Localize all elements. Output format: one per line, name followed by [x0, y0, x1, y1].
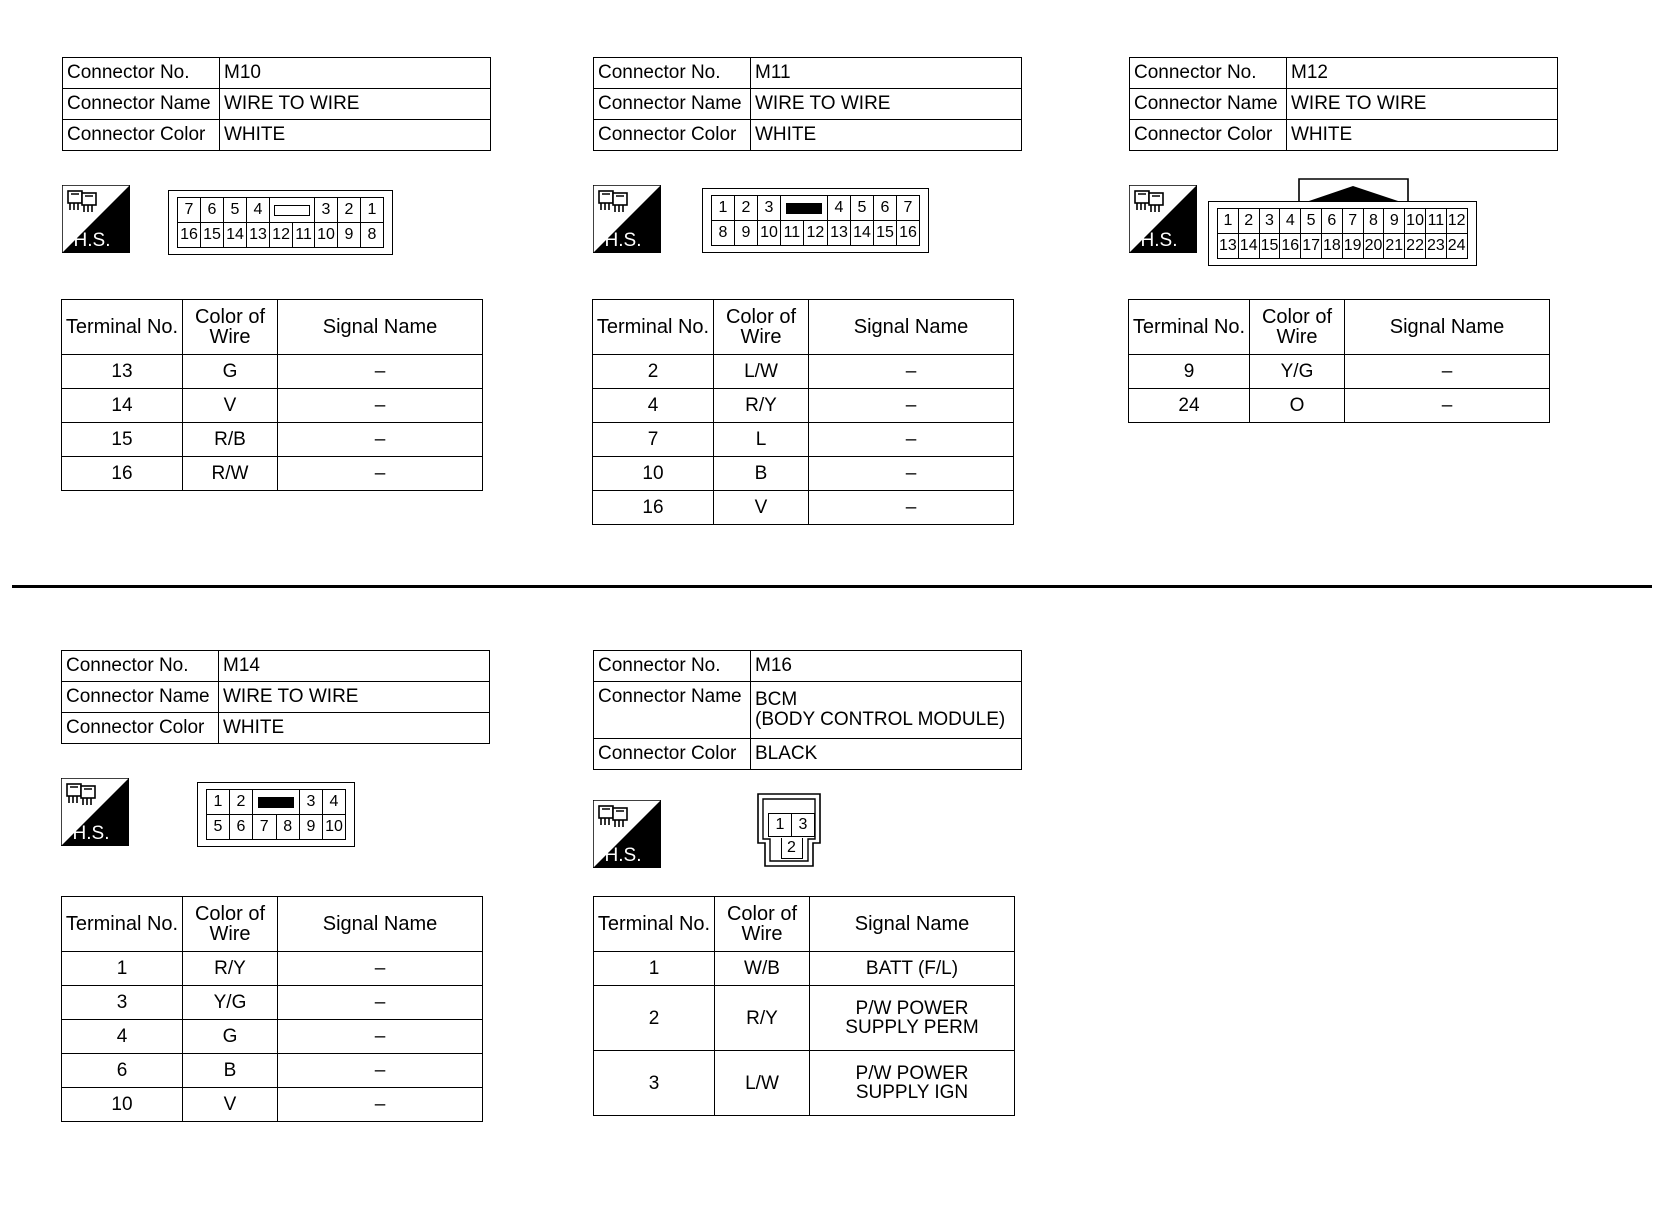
connector-color-label: Connector Color: [62, 713, 219, 744]
wire-cell: L: [714, 423, 809, 457]
wire-cell: L/W: [715, 1051, 810, 1116]
connector-name-label: Connector Name: [63, 89, 220, 120]
connector-name-label: Connector Name: [62, 682, 219, 713]
table-row: [62, 1020, 483, 1054]
connector-face-m10: [168, 190, 393, 255]
connector-color-label: Connector Color: [63, 120, 220, 151]
pin: 6: [874, 196, 897, 221]
pin: 16: [1280, 234, 1301, 259]
table-row: [62, 389, 483, 423]
wire-color-header: Color of Wire: [183, 300, 278, 355]
pin: 12: [803, 221, 827, 246]
signal-name-header: Signal Name: [809, 300, 1014, 355]
signal-cell: –: [809, 457, 1014, 491]
connector-no-value: M10: [220, 58, 491, 89]
signal-line: P/W POWER: [855, 1063, 969, 1084]
table-row: [62, 355, 483, 389]
pin: 1: [361, 198, 384, 223]
connector-no-value: M11: [751, 58, 1022, 89]
signal-cell: –: [809, 355, 1014, 389]
pin: 8: [276, 815, 300, 840]
pin: 11: [781, 221, 804, 246]
connector-no-value: M16: [751, 651, 1022, 682]
pin-grid: [1217, 208, 1468, 259]
connector-housing: [702, 188, 929, 253]
signal-name-header: Signal Name: [810, 897, 1015, 952]
connector-name-value: WIRE TO WIRE: [1287, 89, 1558, 120]
pin: 3: [300, 790, 323, 815]
pin: 16: [178, 223, 201, 248]
terminal-cell: 7: [593, 423, 714, 457]
pin-row-bottom: [769, 837, 815, 860]
terminal-cell: 9: [1129, 355, 1250, 389]
pin: 13: [828, 221, 851, 246]
terminal-cell: 14: [62, 389, 183, 423]
pin: 10: [1405, 209, 1426, 234]
connector-no-label: Connector No.: [62, 651, 219, 682]
terminal-table-m12-wrap: [1128, 299, 1550, 423]
terminal-cell: 10: [62, 1088, 183, 1122]
wire-color-header: Color of Wire: [183, 897, 278, 952]
harness-side-icon: [61, 778, 129, 846]
table-row: [593, 355, 1014, 389]
connector-info-table: [593, 650, 1022, 770]
table-row: [62, 952, 483, 986]
wire-cell: R/Y: [183, 952, 278, 986]
connector-color-value: WHITE: [1287, 120, 1558, 151]
pin: 16: [897, 221, 920, 246]
connector-housing: [168, 190, 393, 255]
terminal-table-m10-wrap: [61, 299, 483, 491]
pin: 5: [851, 196, 874, 221]
pin: 15: [874, 221, 897, 246]
signal-cell: –: [278, 1054, 483, 1088]
pin: 14: [851, 221, 874, 246]
connector-no-value: M14: [219, 651, 490, 682]
wire-cell: V: [183, 1088, 278, 1122]
hs-label: H.S.: [72, 823, 110, 844]
terminal-table: [593, 896, 1015, 1116]
connector-color-value: BLACK: [751, 739, 1022, 770]
terminal-no-header: Terminal No.: [62, 300, 183, 355]
connector-info-table: [593, 57, 1022, 151]
wire-cell: B: [714, 457, 809, 491]
pin: 23: [1425, 234, 1446, 259]
wire-cell: L/W: [714, 355, 809, 389]
table-row: [1129, 389, 1550, 423]
signal-cell: –: [809, 389, 1014, 423]
wire-color-header: Color of Wire: [714, 300, 809, 355]
pin: 8: [361, 223, 384, 248]
connector-name-value: WIRE TO WIRE: [220, 89, 491, 120]
connector-color-label: Connector Color: [1130, 120, 1287, 151]
pin: 12: [270, 223, 293, 248]
signal-name-header: Signal Name: [278, 897, 483, 952]
wire-cell: G: [183, 355, 278, 389]
pin-grid: [177, 197, 384, 248]
pin: 21: [1384, 234, 1405, 259]
pin: 4: [828, 196, 851, 221]
wire-cell: Y/G: [183, 986, 278, 1020]
signal-cell: –: [278, 457, 483, 491]
connector-info-table: [61, 650, 490, 744]
pin: 22: [1405, 234, 1426, 259]
terminal-cell: 3: [62, 986, 183, 1020]
signal-cell: –: [278, 355, 483, 389]
signal-cell: –: [278, 1088, 483, 1122]
terminal-cell: 16: [62, 457, 183, 491]
key-slot-filled: [253, 790, 300, 815]
terminal-no-header: Terminal No.: [594, 897, 715, 952]
connector-name-line2: (BODY CONTROL MODULE): [755, 709, 1006, 730]
table-row: [593, 457, 1014, 491]
harness-side-icon: [593, 185, 661, 253]
wire-cell: W/B: [715, 952, 810, 986]
wire-color-header: Color of Wire: [715, 897, 810, 952]
terminal-cell: 15: [62, 423, 183, 457]
connector-name-value: WIRE TO WIRE: [219, 682, 490, 713]
hs-label: H.S.: [604, 845, 642, 866]
pin: 12: [1446, 209, 1467, 234]
terminal-cell: 6: [62, 1054, 183, 1088]
pin: 1: [769, 814, 792, 837]
wire-cell: B: [183, 1054, 278, 1088]
hs-icon-slot: [593, 800, 661, 868]
pin: 1: [207, 790, 230, 815]
connector-no-value: M12: [1287, 58, 1558, 89]
connector-no-label: Connector No.: [63, 58, 220, 89]
connector-housing: [197, 782, 355, 847]
connector-housing: [1208, 201, 1477, 266]
pin: 1: [1218, 209, 1239, 234]
terminal-cell: 24: [1129, 389, 1250, 423]
wire-cell: R/W: [183, 457, 278, 491]
connector-m14: [61, 650, 490, 744]
pin: 14: [1238, 234, 1259, 259]
table-row: [62, 423, 483, 457]
pin: 10: [315, 223, 338, 248]
wire-cell: V: [714, 491, 809, 525]
pin: 3: [792, 814, 815, 837]
connector-no-label: Connector No.: [1130, 58, 1287, 89]
signal-line: SUPPLY IGN: [855, 1082, 969, 1103]
pin: 2: [338, 198, 361, 223]
pin: 4: [1280, 209, 1301, 234]
harness-side-icon: [62, 185, 130, 253]
pin-grid: [711, 195, 920, 246]
table-row: [62, 986, 483, 1020]
pin: 5: [207, 815, 230, 840]
pin: 17: [1301, 234, 1322, 259]
pin: 7: [178, 198, 201, 223]
pin: 9: [338, 223, 361, 248]
terminal-cell: 2: [594, 986, 715, 1051]
pin-grid: [768, 813, 815, 859]
connector-face-m16: [757, 793, 821, 872]
terminal-cell: 13: [62, 355, 183, 389]
terminal-table: [592, 299, 1014, 525]
signal-cell: [810, 952, 1015, 986]
terminal-cell: 16: [593, 491, 714, 525]
pin: 6: [201, 198, 224, 223]
wire-cell: Y/G: [1250, 355, 1345, 389]
pin: 7: [897, 196, 920, 221]
signal-cell: –: [278, 1020, 483, 1054]
harness-side-icon: [593, 800, 661, 868]
pin: 6: [1321, 209, 1342, 234]
terminal-table-m14-wrap: [61, 896, 483, 1122]
connector-m11: [593, 57, 1022, 151]
pin: 9: [1384, 209, 1405, 234]
pin: 13: [1218, 234, 1239, 259]
terminal-no-header: Terminal No.: [593, 300, 714, 355]
connector-color-value: WHITE: [220, 120, 491, 151]
connector-m16: [593, 650, 1022, 770]
terminal-table: [61, 299, 483, 491]
pin: 9: [300, 815, 323, 840]
pin: 2: [1238, 209, 1259, 234]
connector-info-table: [1129, 57, 1558, 151]
terminal-cell: 4: [62, 1020, 183, 1054]
signal-name-header: Signal Name: [278, 300, 483, 355]
connector-color-value: WHITE: [751, 120, 1022, 151]
signal-cell: –: [1345, 355, 1550, 389]
pin: 10: [323, 815, 346, 840]
pin: 15: [1259, 234, 1280, 259]
signal-cell: –: [278, 389, 483, 423]
signal-cell: –: [809, 423, 1014, 457]
key-slot-filled: [781, 196, 828, 221]
table-row: [594, 1051, 1015, 1116]
pin: 9: [735, 221, 758, 246]
wire-cell: R/B: [183, 423, 278, 457]
connector-name-line1: BCM: [755, 689, 798, 710]
pin: 3: [1259, 209, 1280, 234]
connector-no-label: Connector No.: [594, 58, 751, 89]
pin-grid: [206, 789, 346, 840]
harness-side-icon: [1129, 185, 1197, 253]
terminal-cell: 2: [593, 355, 714, 389]
pin: 7: [1342, 209, 1363, 234]
pin: 15: [201, 223, 224, 248]
pin: 10: [758, 221, 781, 246]
connector-no-label: Connector No.: [594, 651, 751, 682]
terminal-cell: 1: [62, 952, 183, 986]
connector-name-label: Connector Name: [1130, 89, 1287, 120]
wire-color-header: Color of Wire: [1250, 300, 1345, 355]
terminal-table: [61, 896, 483, 1122]
terminal-cell: 1: [594, 952, 715, 986]
signal-cell: –: [809, 491, 1014, 525]
table-row: [593, 423, 1014, 457]
signal-cell: [810, 986, 1015, 1051]
terminal-table-m16-wrap: [593, 896, 1015, 1116]
pin: 8: [712, 221, 735, 246]
pin: 24: [1446, 234, 1467, 259]
terminal-cell: 4: [593, 389, 714, 423]
pin: 7: [253, 815, 277, 840]
table-row: [594, 952, 1015, 986]
pin: 3: [315, 198, 338, 223]
pin: 4: [247, 198, 270, 223]
pin: 6: [230, 815, 253, 840]
hs-label: H.S.: [1140, 230, 1178, 251]
table-row: [62, 457, 483, 491]
signal-cell: –: [278, 423, 483, 457]
pin: 11: [293, 223, 315, 248]
pin: 2: [781, 838, 803, 859]
connector-face-m14: [197, 782, 355, 847]
pin: 5: [224, 198, 247, 223]
signal-cell: –: [278, 986, 483, 1020]
table-row: [593, 389, 1014, 423]
wire-cell: O: [1250, 389, 1345, 423]
section-divider: [12, 585, 1652, 588]
wire-cell: R/Y: [714, 389, 809, 423]
terminal-table: [1128, 299, 1550, 423]
signal-cell: –: [1345, 389, 1550, 423]
connector-color-value: WHITE: [219, 713, 490, 744]
connector-name-value: [751, 682, 1022, 739]
connector-color-label: Connector Color: [594, 120, 751, 151]
pin: 14: [224, 223, 247, 248]
table-row: [62, 1054, 483, 1088]
table-row: [1129, 355, 1550, 389]
table-row: [62, 1088, 483, 1122]
pin: 2: [230, 790, 253, 815]
connector-name-label: Connector Name: [594, 89, 751, 120]
signal-name-header: Signal Name: [1345, 300, 1550, 355]
signal-line: P/W POWER: [855, 998, 969, 1019]
pin: 13: [247, 223, 270, 248]
hs-label: H.S.: [73, 230, 111, 251]
signal-line: SUPPLY PERM: [845, 1017, 979, 1038]
terminal-cell: 10: [593, 457, 714, 491]
signal-cell: [810, 1051, 1015, 1116]
pin: 20: [1363, 234, 1384, 259]
connector-m12: [1129, 57, 1558, 151]
terminal-no-header: Terminal No.: [1129, 300, 1250, 355]
terminal-cell: 3: [594, 1051, 715, 1116]
hs-icon-slot: [62, 185, 130, 253]
hs-icon-slot: [1129, 185, 1197, 253]
pin: 2: [735, 196, 758, 221]
pin: 1: [712, 196, 735, 221]
pin: 3: [758, 196, 781, 221]
pin: 18: [1321, 234, 1342, 259]
terminal-table-m11-wrap: [592, 299, 1014, 525]
pin: 11: [1425, 209, 1446, 234]
connector-info-table: [62, 57, 491, 151]
connector-m10: [62, 57, 491, 151]
terminal-no-header: Terminal No.: [62, 897, 183, 952]
pin: 19: [1342, 234, 1363, 259]
wire-cell: G: [183, 1020, 278, 1054]
connector-face-m11: [702, 188, 929, 253]
connector-name-label: Connector Name: [594, 682, 751, 739]
table-row: [594, 986, 1015, 1051]
pin: 5: [1301, 209, 1322, 234]
wire-cell: V: [183, 389, 278, 423]
pin: 8: [1363, 209, 1384, 234]
hs-label: H.S.: [604, 230, 642, 251]
wire-cell: R/Y: [715, 986, 810, 1051]
hs-icon-slot: [61, 778, 129, 846]
hs-icon-slot: [593, 185, 661, 253]
key-slot-outline: [270, 198, 315, 223]
pin: 4: [323, 790, 346, 815]
signal-cell: –: [278, 952, 483, 986]
signal-line: BATT (F/L): [865, 958, 959, 979]
connector-name-value: WIRE TO WIRE: [751, 89, 1022, 120]
table-row: [593, 491, 1014, 525]
connector-color-label: Connector Color: [594, 739, 751, 770]
